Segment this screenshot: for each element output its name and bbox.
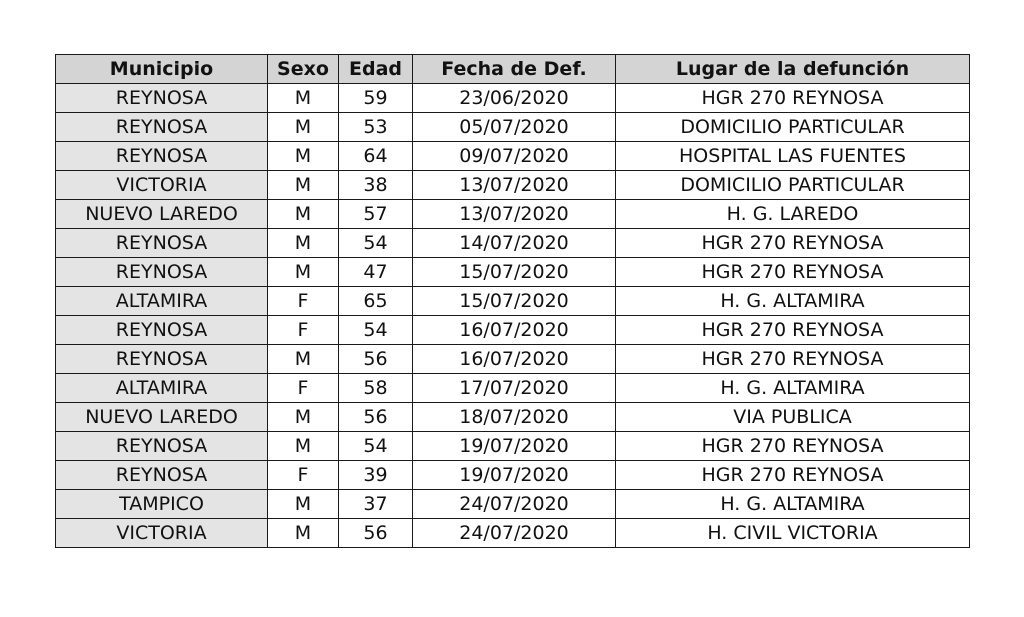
cell-edad: 59 (339, 84, 413, 113)
cell-sexo: M (268, 519, 339, 548)
cell-lugar: HGR 270 REYNOSA (616, 461, 970, 490)
cell-fecha: 15/07/2020 (413, 287, 616, 316)
cell-fecha: 23/06/2020 (413, 84, 616, 113)
table-row (56, 229, 970, 258)
cell-sexo: M (268, 142, 339, 171)
cell-sexo: F (268, 374, 339, 403)
cell-lugar: HGR 270 REYNOSA (616, 345, 970, 374)
cell-municipio: NUEVO LAREDO (56, 403, 268, 432)
cell-fecha: 05/07/2020 (413, 113, 616, 142)
cell-sexo: M (268, 84, 339, 113)
table-row (56, 171, 970, 200)
cell-sexo: M (268, 171, 339, 200)
cell-municipio: VICTORIA (56, 171, 268, 200)
cell-sexo: M (268, 403, 339, 432)
cell-municipio: REYNOSA (56, 316, 268, 345)
cell-edad: 37 (339, 490, 413, 519)
cell-fecha: 24/07/2020 (413, 519, 616, 548)
table-row (56, 461, 970, 490)
table-row (56, 490, 970, 519)
cell-edad: 39 (339, 461, 413, 490)
cell-municipio: REYNOSA (56, 432, 268, 461)
column-header-edad: Edad (339, 55, 413, 84)
cell-lugar: HGR 270 REYNOSA (616, 84, 970, 113)
cell-fecha: 13/07/2020 (413, 200, 616, 229)
cell-sexo: M (268, 229, 339, 258)
cell-edad: 64 (339, 142, 413, 171)
cell-lugar: HGR 270 REYNOSA (616, 258, 970, 287)
cell-fecha: 18/07/2020 (413, 403, 616, 432)
table-row (56, 287, 970, 316)
cell-municipio: VICTORIA (56, 519, 268, 548)
cell-edad: 47 (339, 258, 413, 287)
cell-lugar: H. G. ALTAMIRA (616, 490, 970, 519)
table-row (56, 432, 970, 461)
table-row (56, 84, 970, 113)
cell-fecha: 14/07/2020 (413, 229, 616, 258)
cell-sexo: M (268, 490, 339, 519)
cell-municipio: REYNOSA (56, 345, 268, 374)
cell-lugar: HGR 270 REYNOSA (616, 432, 970, 461)
cell-lugar: DOMICILIO PARTICULAR (616, 113, 970, 142)
cell-edad: 65 (339, 287, 413, 316)
cell-edad: 53 (339, 113, 413, 142)
table-row (56, 374, 970, 403)
cell-municipio: ALTAMIRA (56, 374, 268, 403)
cell-lugar: HGR 270 REYNOSA (616, 316, 970, 345)
cell-fecha: 19/07/2020 (413, 461, 616, 490)
cell-edad: 38 (339, 171, 413, 200)
cell-sexo: M (268, 258, 339, 287)
cell-municipio: NUEVO LAREDO (56, 200, 268, 229)
cell-edad: 54 (339, 316, 413, 345)
deaths-table (55, 54, 970, 548)
cell-fecha: 16/07/2020 (413, 345, 616, 374)
table-row (56, 258, 970, 287)
column-header-municipio: Municipio (56, 55, 268, 84)
cell-municipio: REYNOSA (56, 258, 268, 287)
column-header-lugar: Lugar de la defunción (616, 55, 970, 84)
cell-municipio: REYNOSA (56, 113, 268, 142)
cell-edad: 54 (339, 432, 413, 461)
column-header-fecha: Fecha de Def. (413, 55, 616, 84)
cell-lugar: H. G. ALTAMIRA (616, 374, 970, 403)
cell-lugar: H. G. LAREDO (616, 200, 970, 229)
cell-lugar: HGR 270 REYNOSA (616, 229, 970, 258)
cell-sexo: M (268, 345, 339, 374)
cell-edad: 56 (339, 345, 413, 374)
cell-lugar: H. G. ALTAMIRA (616, 287, 970, 316)
table-row (56, 200, 970, 229)
cell-fecha: 24/07/2020 (413, 490, 616, 519)
table-row (56, 345, 970, 374)
cell-municipio: REYNOSA (56, 142, 268, 171)
cell-edad: 58 (339, 374, 413, 403)
cell-lugar: VIA PUBLICA (616, 403, 970, 432)
cell-edad: 57 (339, 200, 413, 229)
cell-municipio: REYNOSA (56, 461, 268, 490)
cell-sexo: M (268, 432, 339, 461)
table-body (56, 84, 970, 548)
cell-fecha: 19/07/2020 (413, 432, 616, 461)
cell-municipio: ALTAMIRA (56, 287, 268, 316)
cell-sexo: M (268, 200, 339, 229)
cell-edad: 56 (339, 403, 413, 432)
cell-sexo: F (268, 461, 339, 490)
cell-fecha: 09/07/2020 (413, 142, 616, 171)
cell-municipio: TAMPICO (56, 490, 268, 519)
cell-edad: 54 (339, 229, 413, 258)
table-header-row (56, 55, 970, 84)
cell-sexo: M (268, 113, 339, 142)
cell-fecha: 15/07/2020 (413, 258, 616, 287)
deaths-table-sheet (55, 54, 969, 559)
cell-lugar: H. CIVIL VICTORIA (616, 519, 970, 548)
cell-municipio: REYNOSA (56, 84, 268, 113)
cell-fecha: 13/07/2020 (413, 171, 616, 200)
table-row (56, 113, 970, 142)
table-row (56, 316, 970, 345)
table-row (56, 519, 970, 548)
cell-lugar: DOMICILIO PARTICULAR (616, 171, 970, 200)
cell-fecha: 16/07/2020 (413, 316, 616, 345)
cell-sexo: F (268, 316, 339, 345)
column-header-sexo: Sexo (268, 55, 339, 84)
cell-municipio: REYNOSA (56, 229, 268, 258)
table-row (56, 403, 970, 432)
cell-lugar: HOSPITAL LAS FUENTES (616, 142, 970, 171)
cell-edad: 56 (339, 519, 413, 548)
table-row (56, 142, 970, 171)
cell-sexo: F (268, 287, 339, 316)
cell-fecha: 17/07/2020 (413, 374, 616, 403)
